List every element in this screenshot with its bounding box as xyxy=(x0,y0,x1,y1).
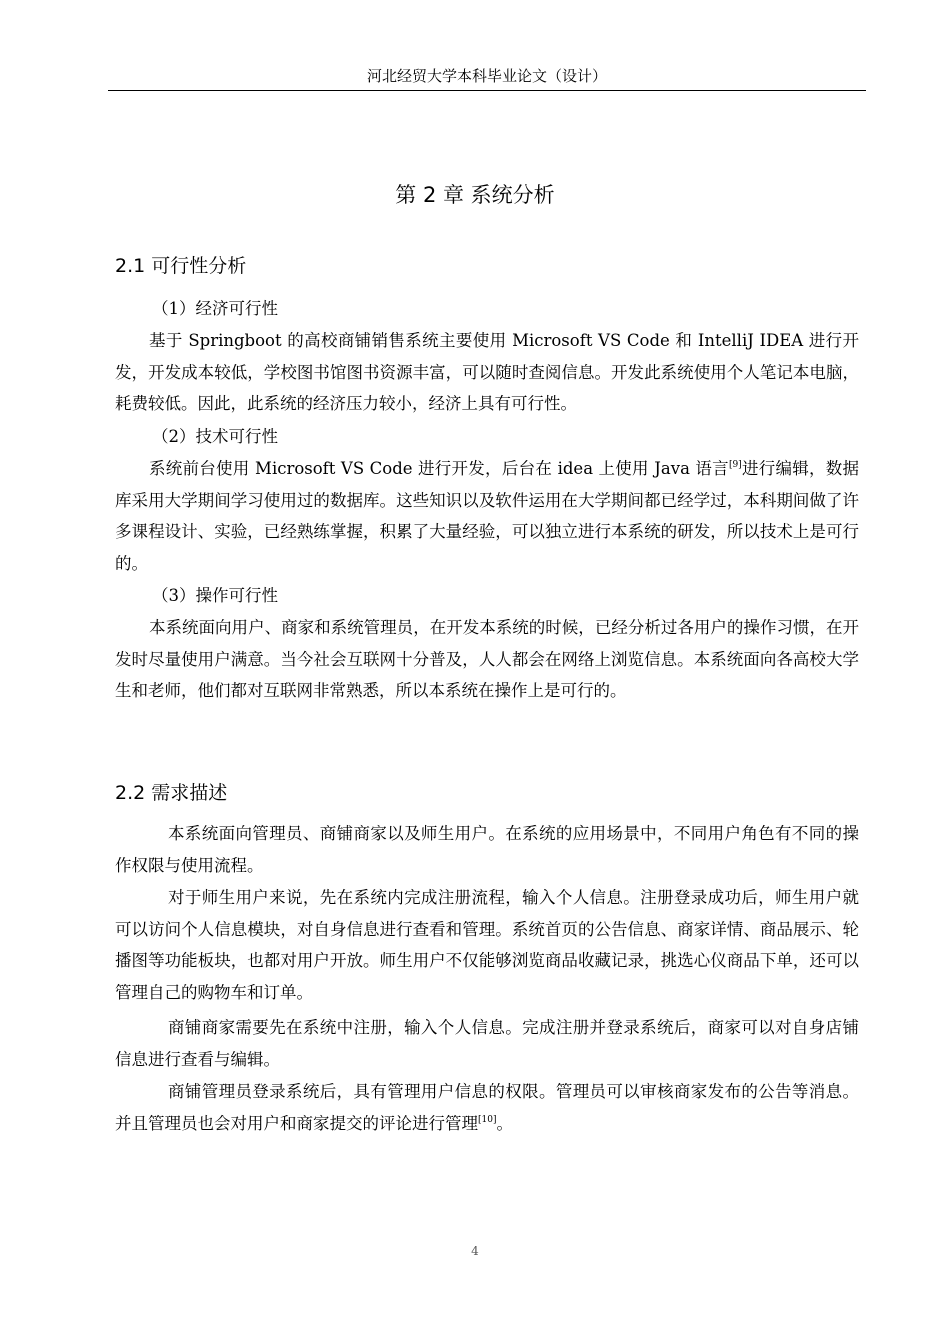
requirements-4-after: 。 xyxy=(496,1113,513,1133)
subheading-technical: （2）技术可行性 xyxy=(152,427,278,446)
technical-text-before: 系统前台使用 Microsoft VS Code 进行开发，后台在 idea 上使用 Java 语言 xyxy=(149,459,729,478)
page-number: 4 xyxy=(471,1244,479,1258)
paragraph-technical xyxy=(115,453,859,580)
subheading-operational: （3）操作可行性 xyxy=(152,586,278,605)
technical-text-after: 进行编辑，数据库采用大学期间学习使用过的数据库。这些知识以及软件运用在大学期间都已经学过，本科期间做了许多课程设计、实验，已经熟练掌握，积累了大量经验，可以独立进行本系统的研发，所以技术上是可行的。 xyxy=(115,459,859,574)
paragraph-requirements-1: 本系统面向管理员、商铺商家以及师生用户。在系统的应用场景中，不同用户角色有不同的操作权限与使用流程。 xyxy=(115,824,859,875)
section-title-feasibility: 2.1 可行性分析 xyxy=(115,255,247,277)
subheading-economic: （1）经济可行性 xyxy=(152,299,278,318)
header-title: 河北经贸大学本科毕业论文（设计） xyxy=(366,67,607,85)
paragraph-operational: 本系统面向用户、商家和系统管理员，在开发本系统的时候，已经分析过各用户的操作习惯，在开发时尽量使用户满意。当今社会互联网十分普及，人人都会在网络上浏览信息。本系统面向各高校大学生和老师，他们都对互联网非常熟悉，所以本系统在操作上是可行的。 xyxy=(115,618,859,701)
paragraph-requirements-3: 商铺商家需要先在系统中注册，输入个人信息。完成注册并登录系统后，商家可以对自身店铺信息进行查看与编辑。 xyxy=(115,1018,859,1069)
chapter-title: 第 2 章 系统分析 xyxy=(395,183,555,207)
requirements-4-before: 商铺管理员登录系统后，具有管理用户信息的权限。管理员可以审核商家发布的公告等消息。并且管理员也会对用户和商家提交的评论进行管理 xyxy=(115,1082,859,1133)
paragraph-economic: 基于 Springboot 的高校商铺销售系统主要使用 Microsoft VS Code 和 IntelliJ IDEA 进行开发，开发成本较低，学校图书馆图书资源丰富，可以随时查阅信息。开发此系统使用个人笔记本电脑，耗费较低。因此，此系统的经济压力较小，经济上具有可行性。 xyxy=(115,331,859,414)
page-header xyxy=(108,66,866,91)
citation-10: [10] xyxy=(478,1114,497,1125)
citation-9: [9] xyxy=(728,460,742,470)
section-title-requirements: 2.2 需求描述 xyxy=(115,782,228,804)
paragraph-requirements-4 xyxy=(115,1076,859,1139)
paragraph-requirements-2: 对于师生用户来说，先在系统内完成注册流程，输入个人信息。注册登录成功后，师生用户就可以访问个人信息模块，对自身信息进行查看和管理。系统首页的公告信息、商家详情、商品展示、轮播图等功能板块，也都对用户开放。师生用户不仅能够浏览商品收藏记录，挑选心仪商品下单，还可以管理自己的购物车和订单。 xyxy=(115,888,859,1003)
